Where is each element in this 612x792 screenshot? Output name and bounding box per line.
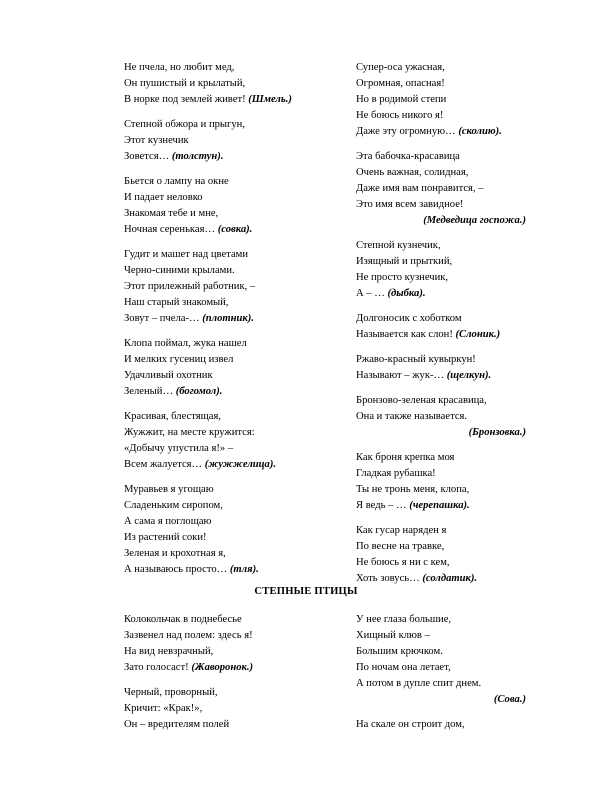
- riddle-line: [124, 660, 344, 676]
- riddle-line: [124, 530, 344, 546]
- riddle-line: [356, 165, 526, 181]
- riddle: [124, 174, 344, 238]
- riddle-answer: (черепашка).: [409, 500, 470, 511]
- riddle-text: Эта бабочка-красавица: [356, 151, 460, 162]
- riddle-text: «Добычу упустила я!» –: [124, 443, 234, 454]
- riddle-line: [124, 685, 344, 701]
- riddle-text: Но в родимой степи: [356, 94, 447, 105]
- riddle-text: Степной кузнечик,: [356, 240, 441, 251]
- riddle-text: Гладкая рубашка!: [356, 468, 436, 479]
- riddle-text: Как броня крепка моя: [356, 452, 455, 463]
- riddle-text: Он – вредителям полей: [124, 719, 230, 730]
- riddle: [124, 612, 344, 676]
- section-title: СТЕПНЫЕ ПТИЦЫ: [254, 586, 358, 597]
- riddle-answer: (Шмель.): [248, 94, 292, 105]
- riddle-line: [124, 562, 344, 578]
- riddle-line: [356, 124, 526, 140]
- riddle-line: [356, 717, 526, 733]
- riddle-text: В норке под землей живет!: [124, 94, 246, 105]
- riddle-answer: (солдатик).: [422, 573, 478, 584]
- riddle-text: Зазвенел над полем: здесь я!: [124, 630, 253, 641]
- riddle: [356, 352, 526, 384]
- riddle-text: Зеленая и крохотная я,: [124, 548, 226, 559]
- riddle-line: [124, 311, 344, 327]
- riddle-line: [124, 612, 344, 628]
- riddle-answer: (толстун).: [171, 151, 224, 162]
- riddle-line: [124, 628, 344, 644]
- riddle-answer-line: [356, 425, 526, 441]
- riddle-text: Очень важная, солидная,: [356, 167, 469, 178]
- riddle-answer: (дыбка).: [387, 288, 426, 299]
- riddle-text: Всем жалуется…: [124, 459, 203, 470]
- riddle-text: Она и также называется.: [356, 411, 468, 422]
- riddle-text: Степной обжора и прыгун,: [124, 119, 245, 130]
- riddle: [356, 450, 526, 514]
- riddle-answer: (тля).: [229, 564, 259, 575]
- riddle-line: [356, 352, 526, 368]
- riddle-text: На вид невзрачный,: [124, 646, 214, 657]
- riddle-text: Огромная, опасная!: [356, 78, 445, 89]
- riddle-text: По весне на травке,: [356, 541, 445, 552]
- riddle-text: Я ведь – …: [356, 500, 407, 511]
- riddle: [124, 336, 344, 400]
- riddle-text: Это имя всем завидное!: [356, 199, 464, 210]
- riddle-line: [356, 482, 526, 498]
- riddle-line: [124, 279, 344, 295]
- riddle-line: [124, 206, 344, 222]
- riddle: [356, 393, 526, 441]
- riddle-line: [356, 181, 526, 197]
- riddle-text: Удачливый охотник: [124, 370, 213, 381]
- riddle-line: [356, 197, 526, 213]
- riddle-text: Колокольчак в поднебесье: [124, 614, 242, 625]
- riddle-text: Он пушистый и крылатый,: [124, 78, 246, 89]
- riddle-line: [124, 384, 344, 400]
- riddle-answer: (сколию).: [458, 126, 502, 137]
- riddle-answer: (Сова.): [493, 694, 526, 705]
- riddle-answer: (Бронзовка.): [468, 427, 526, 438]
- riddle-text: А называюсь просто…: [124, 564, 228, 575]
- riddle-line: [124, 514, 344, 530]
- riddle-text: Ты не тронь меня, клопа,: [356, 484, 470, 495]
- riddle-text: Большим крючком.: [356, 646, 443, 657]
- riddle-text: Хоть зовусь…: [356, 573, 420, 584]
- riddle-text: Не пчела, но любит мед,: [124, 62, 235, 73]
- riddle-line: [356, 555, 526, 571]
- riddle: [124, 685, 344, 733]
- riddle-text: А потом в дупле спит днем.: [356, 678, 482, 689]
- riddle-line: [356, 368, 526, 384]
- riddle-text: По ночам она летает,: [356, 662, 451, 673]
- riddle-answer: (Слоник.): [455, 329, 501, 340]
- riddle-text: А – …: [356, 288, 385, 299]
- riddle-line: [356, 238, 526, 254]
- riddle-line: [356, 409, 526, 425]
- riddle-line: [356, 450, 526, 466]
- riddle: [356, 149, 526, 229]
- riddle-line: [356, 92, 526, 108]
- riddle: [356, 311, 526, 343]
- riddle-line: [356, 286, 526, 302]
- riddle: [356, 523, 526, 587]
- riddle-text: Изящный и прыткий,: [356, 256, 453, 267]
- riddle-line: [356, 270, 526, 286]
- riddle-text: Хищный клюв –: [356, 630, 430, 641]
- riddle-answer-line: [356, 692, 526, 708]
- riddle-line: [124, 60, 344, 76]
- riddle-line: [124, 546, 344, 562]
- riddle-answer: (совка).: [217, 224, 253, 235]
- riddle-text: Ржаво-красный кувыркун!: [356, 354, 476, 365]
- riddle-line: [356, 628, 526, 644]
- riddle-line: [124, 263, 344, 279]
- riddle-line: [124, 644, 344, 660]
- riddle-text: Даже эту огромную…: [356, 126, 456, 137]
- riddle-text: Называют – жук-…: [356, 370, 445, 381]
- riddle-text: Этот прилежный работник, –: [124, 281, 256, 292]
- bottom-left-column: [124, 612, 344, 742]
- riddle-text: Знакомая тебе и мне,: [124, 208, 219, 219]
- riddle-line: [356, 660, 526, 676]
- riddle-line: [124, 457, 344, 473]
- riddle-text: Кричит: «Крак!»,: [124, 703, 203, 714]
- riddle-text: Не боюсь я ни с кем,: [356, 557, 450, 568]
- riddle-line: [124, 133, 344, 149]
- riddle-line: [124, 190, 344, 206]
- riddle-line: [124, 482, 344, 498]
- riddle-answer: (щелкун).: [446, 370, 492, 381]
- riddle-line: [356, 676, 526, 692]
- riddle-line: [124, 295, 344, 311]
- top-right-column: [356, 60, 526, 596]
- riddle-line: [124, 92, 344, 108]
- riddle: [356, 60, 526, 140]
- riddle-text: Наш старый знакомый,: [124, 297, 229, 308]
- riddle: [356, 612, 526, 708]
- riddle-line: [356, 327, 526, 343]
- riddle-text: Черно-синими крылами.: [124, 265, 235, 276]
- riddle-line: [124, 717, 344, 733]
- riddle-answer-line: [356, 213, 526, 229]
- riddle-text: Бьется о лампу на окне: [124, 176, 229, 187]
- riddle: [124, 247, 344, 327]
- riddle-text: Ночная серенькая…: [124, 224, 216, 235]
- riddle-line: [124, 352, 344, 368]
- riddle-line: [356, 571, 526, 587]
- riddle: [356, 238, 526, 302]
- riddle-text: Не боюсь никого я!: [356, 110, 444, 121]
- riddle: [356, 717, 526, 733]
- riddle-line: [124, 117, 344, 133]
- riddle-text: Этот кузнечик: [124, 135, 189, 146]
- riddle-text: На скале он строит дом,: [356, 719, 465, 730]
- riddle-line: [356, 393, 526, 409]
- riddle-answer: (жужжелица).: [204, 459, 277, 470]
- riddle-answer: (богомол).: [175, 386, 223, 397]
- riddle-text: Муравьев я угощаю: [124, 484, 214, 495]
- bottom-right-column: [356, 612, 526, 742]
- riddle-answer: (Медведица госпожа.): [423, 215, 526, 226]
- riddle-line: [356, 612, 526, 628]
- riddle-line: [356, 644, 526, 660]
- riddle-text: Сладеньким сиропом,: [124, 500, 223, 511]
- riddle-text: Долгоносик с хоботком: [356, 313, 462, 324]
- riddle: [124, 482, 344, 578]
- riddle-line: [124, 409, 344, 425]
- riddle-line: [124, 701, 344, 717]
- riddle-answer: (плотник).: [202, 313, 254, 324]
- riddle-text: И мелких гусениц извел: [124, 354, 234, 365]
- riddle-text: Красивая, блестящая,: [124, 411, 221, 422]
- riddle-line: [124, 368, 344, 384]
- riddle-line: [124, 174, 344, 190]
- riddle-text: Как гусар наряден я: [356, 525, 447, 536]
- riddle-text: Гудит и машет над цветами: [124, 249, 249, 260]
- riddle: [124, 117, 344, 165]
- riddle-text: Из растений соки!: [124, 532, 207, 543]
- riddle-line: [356, 149, 526, 165]
- riddle: [124, 60, 344, 108]
- riddle-text: Черный, проворный,: [124, 687, 218, 698]
- riddle-text: Бронзово-зеленая красавица,: [356, 395, 487, 406]
- riddle-line: [356, 108, 526, 124]
- riddle-line: [124, 76, 344, 92]
- riddle-text: Клопа поймал, жука нашел: [124, 338, 247, 349]
- riddle-text: Супер-оса ужасная,: [356, 62, 445, 73]
- riddle-line: [356, 311, 526, 327]
- top-left-column: [124, 60, 344, 587]
- riddle-line: [124, 441, 344, 457]
- riddle-text: Зеленый…: [124, 386, 174, 397]
- riddle-line: [124, 222, 344, 238]
- riddle-line: [356, 60, 526, 76]
- riddle-text: Зовут – пчела-…: [124, 313, 200, 324]
- riddle-line: [356, 254, 526, 270]
- riddle-text: У нее глаза большие,: [356, 614, 452, 625]
- riddle-text: Даже имя вам понравится, –: [356, 183, 484, 194]
- riddle-text: И падает неловко: [124, 192, 203, 203]
- riddle: [124, 409, 344, 473]
- riddle-text: Называется как слон!: [356, 329, 453, 340]
- riddle-text: Зовется…: [124, 151, 170, 162]
- riddle-line: [124, 498, 344, 514]
- riddle-line: [124, 425, 344, 441]
- riddle-line: [356, 539, 526, 555]
- riddle-line: [124, 149, 344, 165]
- riddle-text: А сама я поглощаю: [124, 516, 212, 527]
- riddle-line: [356, 466, 526, 482]
- riddle-answer: (Жаворонок.): [191, 662, 254, 673]
- riddle-text: Не просто кузнечик,: [356, 272, 449, 283]
- riddle-text: Жужжит, на месте кружится:: [124, 427, 255, 438]
- riddle-line: [356, 498, 526, 514]
- riddle-line: [124, 336, 344, 352]
- riddle-line: [356, 76, 526, 92]
- riddle-line: [124, 247, 344, 263]
- riddle-line: [356, 523, 526, 539]
- riddle-text: Зато голосаст!: [124, 662, 189, 673]
